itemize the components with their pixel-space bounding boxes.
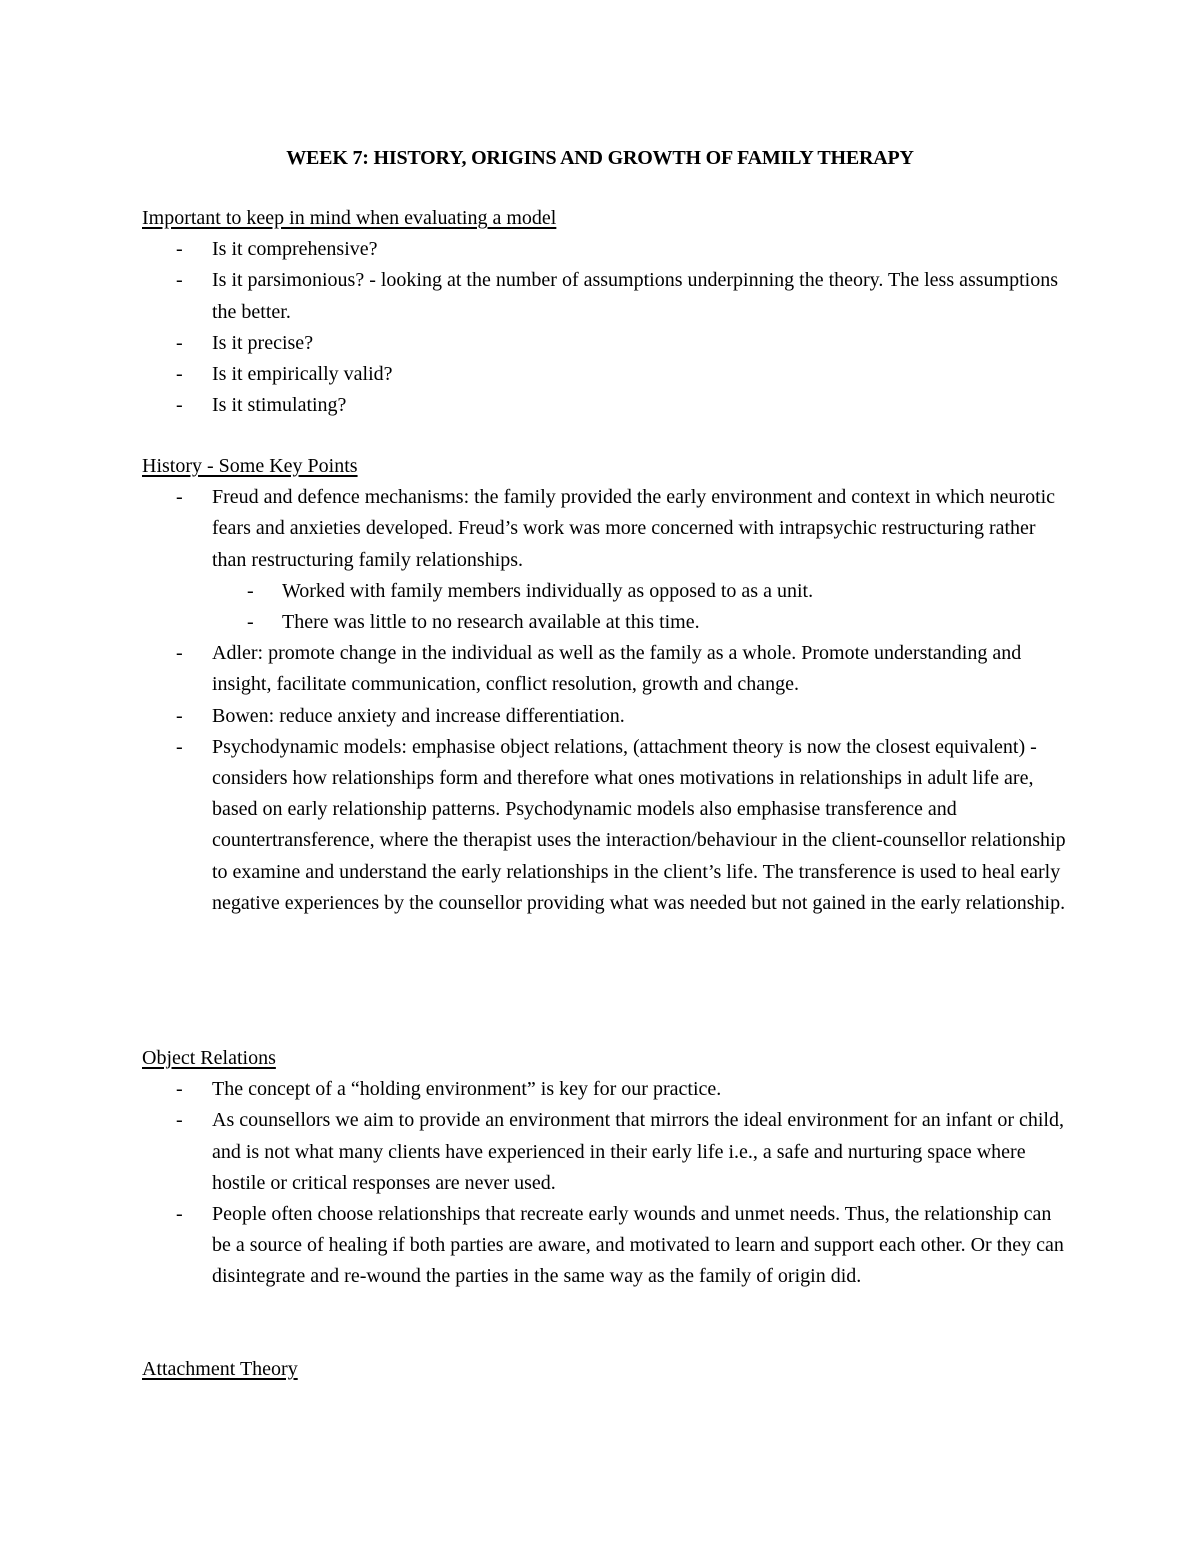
page-title: WEEK 7: HISTORY, ORIGINS AND GROWTH OF FAMILY THERAPY <box>286 147 914 169</box>
section-heading: Important to keep in mind when evaluating a model <box>142 207 557 229</box>
list-item-text: Is it precise? <box>212 331 314 354</box>
list-item-text: Adler: promote change in the individual as well as the family as a whole. Promote understanding and insight, facilitate communication, conflict resolution, growth and change. <box>212 642 1022 696</box>
bullet-dash: - <box>176 363 183 386</box>
list-item-text: Worked with family members individually as opposed to as a unit. <box>282 579 814 602</box>
bullet-dash: - <box>176 1109 183 1132</box>
list-item-text: As counsellors we aim to provide an environment that mirrors the ideal environment for an infant or child, and is not what many clients have experienced in their early life i.e., a safe and nurturing space where hostile or critical responses are never used. <box>212 1109 1064 1194</box>
section-attachment <box>142 1354 1072 1385</box>
section-object-relations <box>142 1043 1072 1293</box>
list-item-text: Freud and defence mechanisms: the family provided the early environment and context in which neurotic fears and anxieties developed. Freud’s work was more concerned with intrapsychic restructuring rather than restructuring family relationships. <box>212 486 1056 571</box>
list-item-text: Is it parsimonious? - looking at the number of assumptions underpinning the theory. The less assumptions the better. <box>212 269 1059 323</box>
list-item <box>142 1105 1072 1199</box>
section-heading: Object Relations <box>142 1047 276 1069</box>
list-item-text: Is it empirically valid? <box>212 363 393 386</box>
bullet-dash: - <box>176 1203 183 1226</box>
bullet-list <box>142 234 1072 421</box>
bullet-list <box>142 1074 1072 1292</box>
bullet-dash: - <box>176 486 183 509</box>
bullet-dash: - <box>176 331 183 354</box>
bullet-list <box>142 482 1072 919</box>
list-item <box>142 638 1072 700</box>
sub-list-item <box>142 607 1072 638</box>
list-item-text: People often choose relationships that recreate early wounds and unmet needs. Thus, the relationship can be a source of healing if both parties are aware, and motivated to learn and support each other. Or they can disintegrate and re-wound the parties in the same way as the family of origin did. <box>212 1203 1064 1288</box>
bullet-dash: - <box>247 579 254 602</box>
sub-list-item <box>142 576 1072 607</box>
list-item <box>142 1199 1072 1293</box>
section-history <box>142 451 1072 919</box>
section-heading: History - Some Key Points <box>142 455 358 477</box>
list-item <box>142 390 1072 421</box>
section-evaluating <box>142 203 1072 421</box>
list-item-text: The concept of a “holding environment” is key for our practice. <box>212 1078 722 1101</box>
list-item-text: Is it comprehensive? <box>212 238 378 261</box>
list-item <box>142 1074 1072 1105</box>
bullet-dash: - <box>176 394 183 417</box>
bullet-dash: - <box>176 735 183 758</box>
list-item <box>142 328 1072 359</box>
bullet-dash: - <box>176 238 183 261</box>
list-item <box>142 732 1072 919</box>
bullet-dash: - <box>176 642 183 665</box>
list-item <box>142 701 1072 732</box>
list-item-text: There was little to no research available at this time. <box>282 611 700 634</box>
list-item-text: Psychodynamic models: emphasise object relations, (attachment theory is now the closest equivalent) - considers how relationships form and therefore what ones motivations in relationships in adult life are, based on early relationship patterns. Psychodynamic models also emphasise transference and countertransference, where the therapist uses the interaction/behaviour in the client-counsellor relationship to examine and understand the early relationships in the client’s life. The transference is used to heal early negative experiences by the counsellor providing what was needed but not gained in the early relationship. <box>212 735 1066 914</box>
bullet-dash: - <box>247 611 254 634</box>
list-item-text: Bowen: reduce anxiety and increase differentiation. <box>212 704 625 727</box>
bullet-dash: - <box>176 269 183 292</box>
list-item <box>142 359 1072 390</box>
list-item <box>142 482 1072 576</box>
list-item <box>142 265 1072 327</box>
list-item <box>142 234 1072 265</box>
list-item-text: Is it stimulating? <box>212 394 347 417</box>
bullet-dash: - <box>176 704 183 727</box>
bullet-dash: - <box>176 1078 183 1101</box>
section-heading: Attachment Theory <box>142 1358 298 1380</box>
